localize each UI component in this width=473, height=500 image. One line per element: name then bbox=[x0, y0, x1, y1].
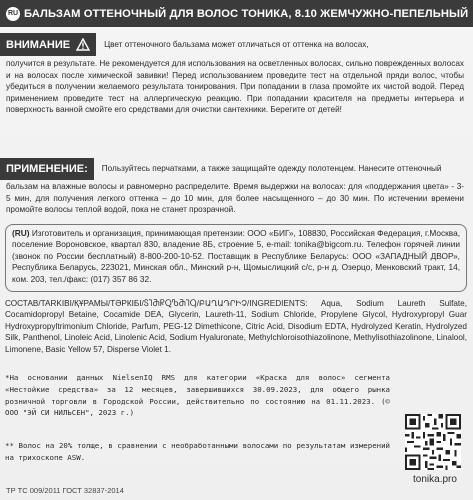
qr-code-icon bbox=[405, 414, 461, 470]
manufacturer-tag: (RU) bbox=[12, 228, 30, 238]
warning-label-text: ВНИМАНИЕ bbox=[6, 38, 71, 51]
website-label: tonika.pro bbox=[413, 474, 457, 485]
header-bar bbox=[0, 0, 473, 27]
warning-text: получится в результате. Не рекомендуется для использования на осветленных волосах, сильно поврежденных волосах и на волосах после химической завивки! Перед использованием проведите тест на отдельной пряди волос, чтобы убедиться в получении желаемого результата тонирования. При попадании в глаза промойте их чистой водой. Перед применением проведите тест на аллергическую реакцию. При попадании красителя на предметы интерьера и поверхность ванной смойте его средствами для очистки сантехники. Берегите от детей! bbox=[6, 59, 464, 115]
standards-text: ТР ТС 009/2011 ГОСТ 32837-2014 bbox=[6, 486, 124, 495]
ingredients-section bbox=[5, 298, 467, 355]
application-label: ПРИМЕНЕНИЕ: bbox=[0, 158, 94, 180]
footnote-thickness: ** Волос на 20% толще, в сравнении с необработанными волосами по результатам измерений на трихоскопе ASW. bbox=[5, 441, 390, 462]
ingredients-text: Aqua, Sodium Laureth Sulfate, Cocamidopropyl Betaine, Cocamide DEA, Glycerin, Laureth-11, Sodium Chloride, Propylene Glycol, Hydroxypropyl Guar Hydroxypropyltrimonium Chloride, Parfum, PEG-12 Dimethicone, Citric Acid, Disodium EDTA, Hydrolyzed Keratin, Hydrolyzed Silk, Panthenol, Linoleic Acid, Linolenic Acid, Sodium Hyaluronate, Methylchloroisothiazolinone, Methylisothiazolinone, Linalool, Limonene, Basic Yellow 57, Disperse Violet 1. bbox=[5, 299, 468, 354]
application-section bbox=[0, 158, 468, 216]
ingredients-label: СОСТАВ/TARKIBI/ҚҰРАМЫ/ТӘРКІБІ/ႽႨႫႼႭႪႫႨႳ/ԲԱՂԱԴՐԻՉ/INGREDIENTS: bbox=[5, 299, 308, 308]
ru-badge: RU bbox=[6, 7, 20, 21]
manufacturer-box bbox=[5, 224, 467, 292]
product-title: БАЛЬЗАМ ОТТЕНОЧНЫЙ ДЛЯ ВОЛОС ТОНИКА, 8.10 ЖЕМЧУЖНО-ПЕПЕЛЬНЫЙ bbox=[24, 7, 469, 20]
manufacturer-text: Изготовитель и организация, принимающая претензии: ООО «БИГ», 108830, Российская Федерация, г.Москва, поселение Вороновское, квартал 830, владение 8Б, строение 5, e-mail: tonika@bigcom.ru. Телефон горячей линии (звонок по России бесплатный) 8-800-200-10-52. Поставщик в Республике Беларусь: ООО «ЗАПАДНЫЙ ДВОР», Республика Беларусь, 223021, Минская обл., Минский р-н, Щомыслицкий с/с, р-н д. Озерцо, Менковский тракт, 14, ком. 203, тел./факс: (017) 357 86 32. bbox=[12, 228, 461, 284]
warning-section bbox=[0, 33, 468, 148]
manufacturer-paragraph bbox=[12, 228, 460, 285]
warning-label bbox=[0, 33, 96, 56]
application-text: бальзам на влажные волосы и равномерно распределите. Время выдержки на волосах: для «поддержания цвета» - 3-5 мин, для получения легкого оттенка – до 10 мин, для более насыщенного – до 30 мин. По истечении времени промойте волосы теплой водой, пока не станет прозрачной. bbox=[6, 182, 464, 215]
warning-text-first: Цвет оттеночного бальзама может отличаться от оттенка на волосах, bbox=[104, 39, 369, 49]
footnote-nielsen: *На основании данных NielsenIQ RMS для категории «Краска для волос» сегмента «Нестойкие средства» за 12 месяцев, завершившихся 30.09.2023, для общего рынка розничной торговли в Городской России, действительно по состоянию на 01.11.2023. (© ООО "ЭЙ СИ НИЛЬСЕН", 2023 г.) bbox=[5, 373, 390, 418]
application-text-first: Пользуйтесь перчатками, а также защищайте одежду полотенцем. Нанесите оттеночный bbox=[101, 164, 442, 174]
ingredients-paragraph bbox=[5, 298, 467, 355]
warning-triangle-icon bbox=[76, 38, 90, 51]
